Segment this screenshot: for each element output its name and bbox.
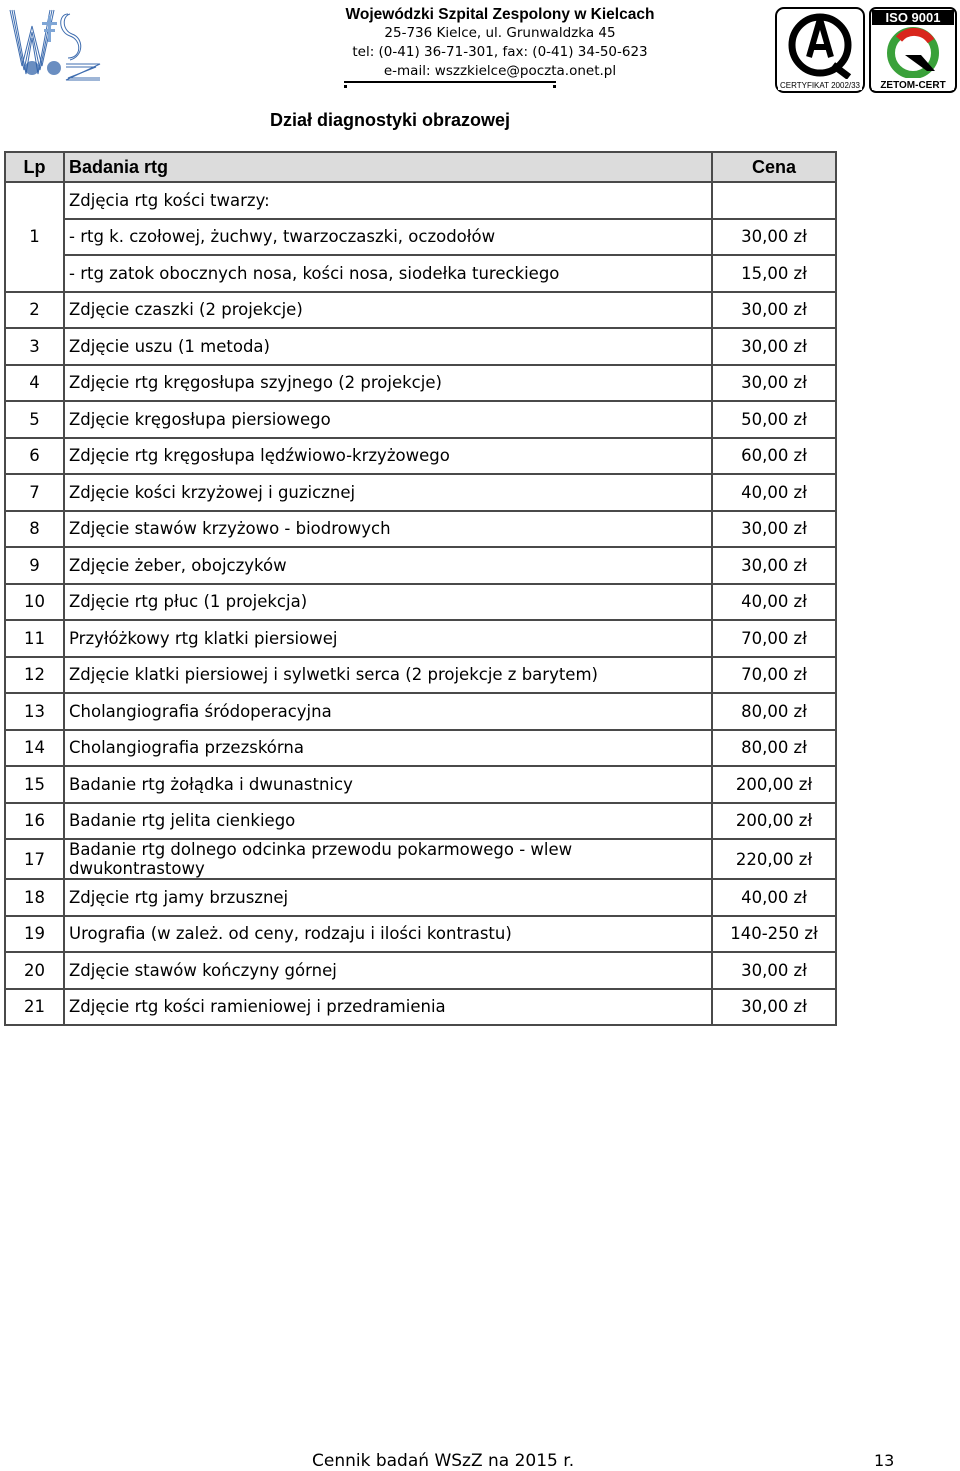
- row-name: Zdjęcie rtg jamy brzusznej: [64, 879, 712, 916]
- hospital-name: Wojewódzki Szpital Zespolony w Kielcach: [345, 6, 655, 23]
- row-name: Zdjęcie klatki piersiowej i sylwetki serca (2 projekcje z barytem): [64, 657, 712, 694]
- row-price: 70,00 zł: [712, 657, 836, 694]
- row-lp: 3: [5, 328, 64, 365]
- row-name: Zdjęcia rtg kości twarzy:: [64, 182, 712, 219]
- table-row: [5, 547, 836, 584]
- header-divider: [344, 81, 556, 83]
- row-price: 30,00 zł: [712, 547, 836, 584]
- row-price: 60,00 zł: [712, 438, 836, 475]
- row-lp: 12: [5, 657, 64, 694]
- row-name: Badanie rtg żołądka i dwunastnicy: [64, 766, 712, 803]
- row-price: 30,00 zł: [712, 219, 836, 256]
- row-lp: 18: [5, 879, 64, 916]
- row-price: 80,00 zł: [712, 693, 836, 730]
- row-name: - rtg k. czołowej, żuchwy, twarzoczaszki, oczodołów: [64, 219, 712, 256]
- row-name: Zdjęcie rtg płuc (1 projekcja): [64, 584, 712, 621]
- row-price: 80,00 zł: [712, 730, 836, 767]
- row-lp: 16: [5, 803, 64, 840]
- table-row: [5, 916, 836, 953]
- table-row: [5, 839, 836, 879]
- row-price: 15,00 zł: [712, 255, 836, 292]
- row-name: - rtg zatok obocznych nosa, kości nosa, siodełka tureckiego: [64, 255, 712, 292]
- row-name: Zdjęcie czaszki (2 projekcje): [64, 292, 712, 329]
- header-name: Badania rtg: [64, 152, 712, 182]
- price-table: [4, 151, 837, 1026]
- row-lp: 10: [5, 584, 64, 621]
- section-title: Dział diagnostyki obrazowej: [269, 110, 511, 130]
- table-row: [5, 730, 836, 767]
- row-price: 30,00 zł: [712, 365, 836, 402]
- row-name: Badanie rtg jelita cienkiego: [64, 803, 712, 840]
- footer-text: Cennik badań WSzZ na 2015 r.: [312, 1451, 575, 1471]
- certificate-number: CERTYFIKAT 2002/33: [779, 81, 861, 90]
- row-price: 200,00 zł: [712, 803, 836, 840]
- hospital-phone: tel: (0-41) 36-71-301, fax: (0-41) 34-50-623: [352, 44, 648, 60]
- iso-9001-logo: [869, 7, 957, 93]
- row-lp: 4: [5, 365, 64, 402]
- row-name: Cholangiografia śródoperacyjna: [64, 693, 712, 730]
- row-lp: 21: [5, 989, 64, 1026]
- hospital-header: [250, 5, 750, 81]
- table-row: [5, 401, 836, 438]
- table-row: [5, 219, 836, 256]
- table-row: [5, 438, 836, 475]
- row-name: Przyłóżkowy rtg klatki piersiowej: [64, 620, 712, 657]
- row-name: Zdjęcie żeber, obojczyków: [64, 547, 712, 584]
- table-row: [5, 328, 836, 365]
- row-name: Zdjęcie stawów krzyżowo - biodrowych: [64, 511, 712, 548]
- svg-text:WSzZ: WSzZ: [58, 80, 61, 81]
- row-price: 30,00 zł: [712, 328, 836, 365]
- row-lp: 15: [5, 766, 64, 803]
- row-name: Zdjęcie kości krzyżowej i guzicznej: [64, 474, 712, 511]
- row-price: 30,00 zł: [712, 952, 836, 989]
- row-lp: 1: [5, 182, 64, 292]
- table-row: [5, 879, 836, 916]
- row-price: 50,00 zł: [712, 401, 836, 438]
- row-price: 70,00 zł: [712, 620, 836, 657]
- row-price: 40,00 zł: [712, 584, 836, 621]
- row-lp: 6: [5, 438, 64, 475]
- header-price: Cena: [712, 152, 836, 182]
- row-lp: 13: [5, 693, 64, 730]
- row-lp: 9: [5, 547, 64, 584]
- row-name: Cholangiografia przezskórna: [64, 730, 712, 767]
- row-price: 220,00 zł: [712, 839, 836, 879]
- row-price: [712, 182, 836, 219]
- table-row: [5, 952, 836, 989]
- row-lp: 20: [5, 952, 64, 989]
- table-row: [5, 474, 836, 511]
- row-lp: 17: [5, 839, 64, 879]
- row-price: 30,00 zł: [712, 511, 836, 548]
- hospital-logo: [8, 6, 108, 82]
- table-row: [5, 292, 836, 329]
- row-price: 40,00 zł: [712, 474, 836, 511]
- hospital-address: 25-736 Kielce, ul. Grunwaldzka 45: [384, 25, 616, 41]
- row-lp: 19: [5, 916, 64, 953]
- row-price: 40,00 zł: [712, 879, 836, 916]
- row-name: Urografia (w zależ. od ceny, rodzaju i ilości kontrastu): [64, 916, 712, 953]
- row-name: Zdjęcie rtg kręgosłupa lędźwiowo-krzyżowego: [64, 438, 712, 475]
- table-header-row: [5, 152, 836, 182]
- row-price: 140-250 zł: [712, 916, 836, 953]
- hospital-email: e-mail: wszzkielce@poczta.onet.pl: [383, 63, 617, 79]
- row-lp: 8: [5, 511, 64, 548]
- cert-body: ZETOM-CERT: [880, 80, 946, 91]
- table-row: [5, 255, 836, 292]
- row-lp: 7: [5, 474, 64, 511]
- header-lp: Lp: [5, 152, 64, 182]
- table-row-group-title: [5, 182, 836, 219]
- table-row: [5, 693, 836, 730]
- row-name: Zdjęcie uszu (1 metoda): [64, 328, 712, 365]
- table-row: [5, 365, 836, 402]
- row-name: Zdjęcie kręgosłupa piersiowego: [64, 401, 712, 438]
- table-row: [5, 511, 836, 548]
- page-number: 13: [874, 1451, 895, 1470]
- table-row: [5, 803, 836, 840]
- row-name: Zdjęcie rtg kręgosłupa szyjnego (2 projekcje): [64, 365, 712, 402]
- row-price: 30,00 zł: [712, 989, 836, 1026]
- row-lp: 14: [5, 730, 64, 767]
- table-row: [5, 584, 836, 621]
- row-name: Zdjęcie rtg kości ramieniowej i przedramienia: [64, 989, 712, 1026]
- row-price: 200,00 zł: [712, 766, 836, 803]
- table-row: [5, 766, 836, 803]
- iso-title: ISO 9001: [885, 10, 941, 25]
- row-lp: 2: [5, 292, 64, 329]
- table-row: [5, 620, 836, 657]
- quality-q-logo: [775, 7, 865, 93]
- row-lp: 5: [5, 401, 64, 438]
- table-row: [5, 657, 836, 694]
- row-lp: 11: [5, 620, 64, 657]
- row-name: Zdjęcie stawów kończyny górnej: [64, 952, 712, 989]
- row-price: 30,00 zł: [712, 292, 836, 329]
- table-row: [5, 989, 836, 1026]
- row-name: Badanie rtg dolnego odcinka przewodu pokarmowego - wlew dwukontrastowy: [64, 839, 712, 879]
